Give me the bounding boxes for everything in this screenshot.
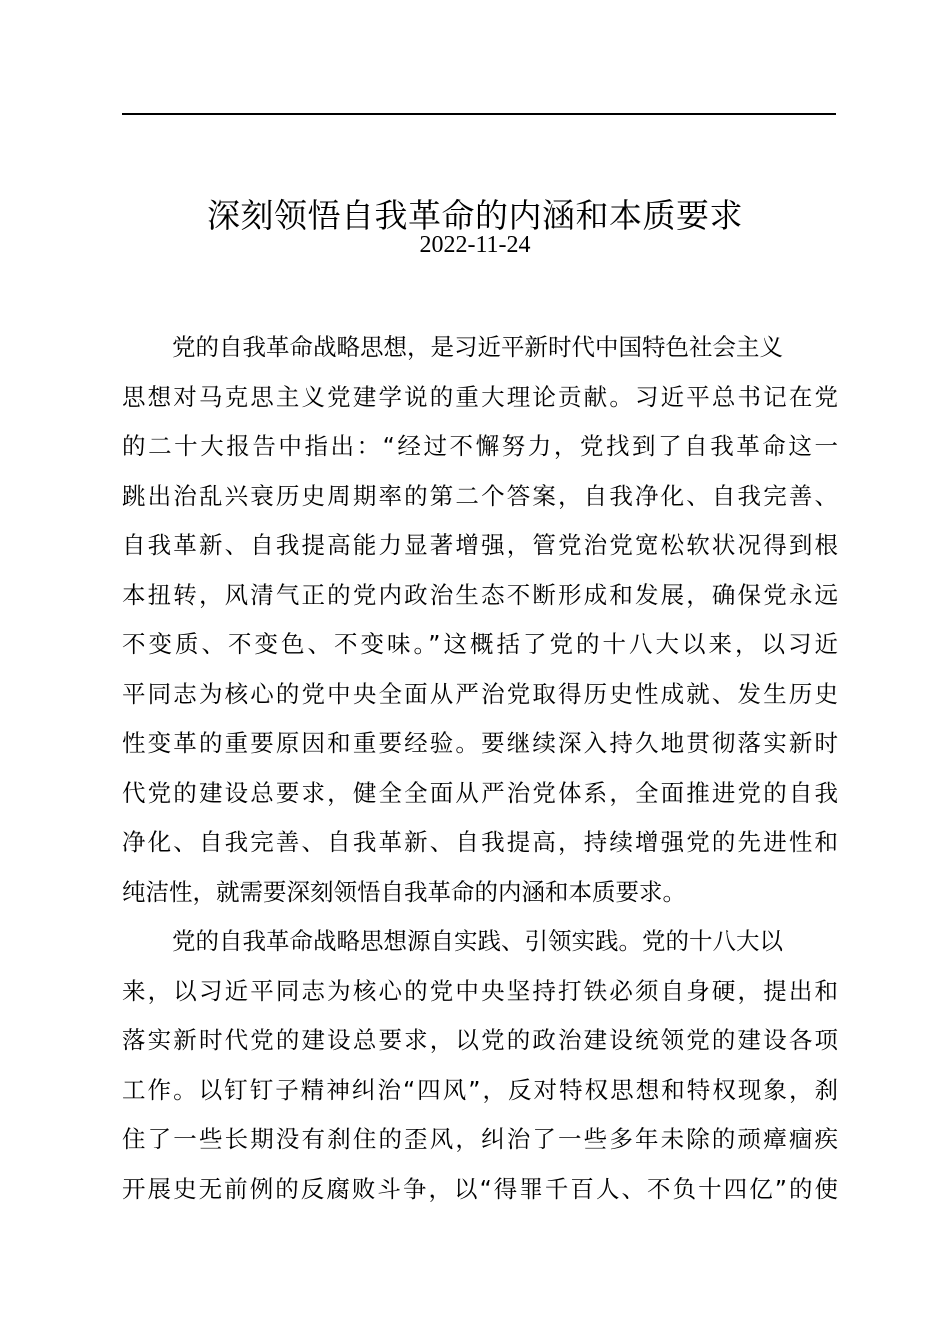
- paragraph-1-line-6: 本扭转，风清气正的党内政治生态不断形成和发展，确保党永远: [122, 580, 838, 609]
- paragraph-1-line-3: 的二十大报告中指出：“经过不懈努力，党找到了自我革命这一: [122, 432, 838, 460]
- paragraph-1-line-1: 党的自我革命战略思想，是习近平新时代中国特色社会主义: [172, 333, 783, 361]
- paragraph-1-line-8: 平同志为核心的党中央全面从严治党取得历史性成就、发生历史: [122, 679, 838, 708]
- paragraph-1-line-2: 思想对马克思主义党建学说的重大理论贡献。习近平总书记在党: [122, 382, 838, 411]
- paragraph-1-line-10: 代党的建设总要求，健全全面从严治党体系，全面推进党的自我: [122, 778, 838, 807]
- article-body: [122, 323, 838, 1214]
- paragraph-2-line-1: 党的自我革命战略思想源自实践、引领实践。党的十八大以: [172, 927, 783, 955]
- header-rule: [122, 113, 836, 115]
- paragraph-2-line-3: 落实新时代党的建设总要求，以党的政治建设统领党的建设各项: [122, 1026, 838, 1054]
- paragraph-1-line-4: 跳出治乱兴衰历史周期率的第二个答案，自我净化、自我完善、: [122, 481, 838, 510]
- paragraph-1-line-12: 纯洁性，就需要深刻领悟自我革命的内涵和本质要求。: [122, 877, 686, 906]
- article-date: 2022-11-24: [419, 232, 531, 258]
- paragraph-2-line-6: 开展史无前例的反腐败斗争，以“得罪千百人、不负十四亿”的使: [122, 1174, 838, 1203]
- paragraph-1-line-7: 不变质、不变色、不变味。”这概括了党的十八大以来，以习近: [122, 630, 838, 658]
- paragraph-2-line-5: 住了一些长期没有刹住的歪风，纠治了一些多年未除的顽瘴痼疾: [122, 1125, 838, 1153]
- paragraph-2-line-4: 工作。以钉钉子精神纠治“四风”，反对特权思想和特权现象，刹: [122, 1075, 838, 1104]
- paragraph-1-line-11: 净化、自我完善、自我革新、自我提高，持续增强党的先进性和: [122, 828, 838, 856]
- article-title: 深刻领悟自我革命的内涵和本质要求: [207, 196, 743, 236]
- paragraph-1-line-9: 性变革的重要原因和重要经验。要继续深入持久地贯彻落实新时: [122, 729, 838, 757]
- paragraph-1-line-5: 自我革新、自我提高能力显著增强，管党治党宽松软状况得到根: [122, 531, 838, 559]
- paragraph-2-line-2: 来，以习近平同志为核心的党中央坚持打铁必须自身硬，提出和: [122, 976, 838, 1005]
